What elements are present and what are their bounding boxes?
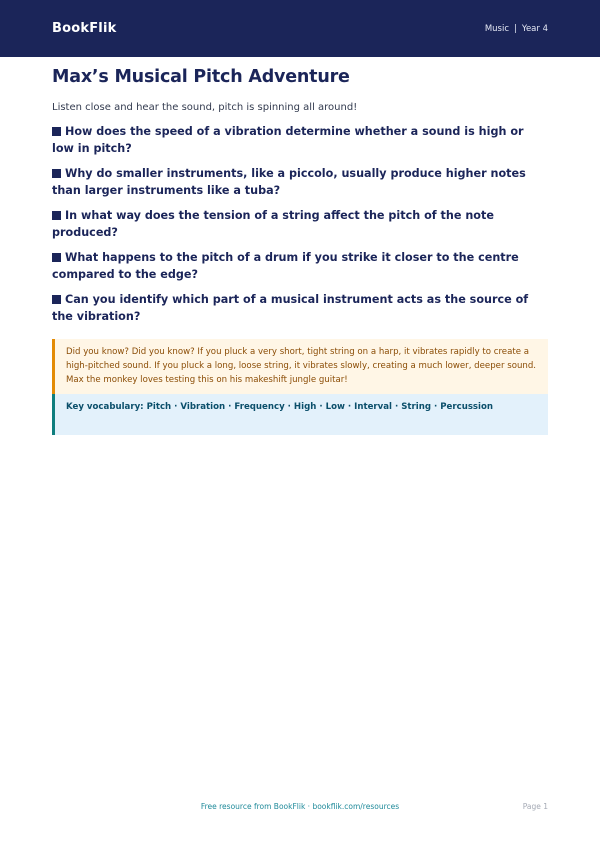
question-item bbox=[52, 291, 548, 325]
question-text: What happens to the pitch of a drum if you strike it closer to the centre compared to the edge? bbox=[52, 251, 519, 281]
square-bullet-icon bbox=[52, 211, 61, 220]
square-bullet-icon bbox=[52, 253, 61, 262]
page-title: Max’s Musical Pitch Adventure bbox=[52, 67, 350, 87]
square-bullet-icon bbox=[52, 127, 61, 136]
question-text: Why do smaller instruments, like a piccolo, usually produce higher notes than larger instruments like a tuba? bbox=[52, 167, 526, 197]
question-text: In what way does the tension of a string affect the pitch of the note produced? bbox=[52, 209, 494, 239]
subject-label: Music bbox=[484, 23, 510, 34]
worksheet-content bbox=[52, 66, 548, 435]
brand-logo-text[interactable]: BookFlik bbox=[52, 21, 117, 36]
question-text: Can you identify which part of a musical instrument acts as the source of the vibration? bbox=[52, 293, 529, 323]
question-item bbox=[52, 123, 548, 157]
question-item bbox=[52, 165, 548, 199]
meta-separator: | bbox=[514, 23, 517, 34]
page-number: Page 1 bbox=[522, 802, 548, 811]
top-header bbox=[0, 0, 600, 57]
did-you-know-callout: Did you know? Did you know? If you pluck a very short, tight string on a harp, it vibrates rapidly to create a high-pitched sound. If you pluck a long, loose string, it vibrates slowly, creating a much lower, deeper sound. Max the monkey loves testing this on his makeshift jungle guitar! bbox=[52, 339, 548, 394]
question-text: How does the speed of a vibration determine whether a sound is high or low in pitch? bbox=[52, 125, 524, 155]
header-meta bbox=[485, 24, 548, 34]
question-list bbox=[52, 123, 548, 325]
key-vocabulary-box: Key vocabulary: Pitch · Vibration · Frequency · High · Low · Interval · String · Percussion bbox=[52, 394, 548, 435]
question-item bbox=[52, 207, 548, 241]
year-label: Year 4 bbox=[521, 23, 548, 34]
square-bullet-icon bbox=[52, 295, 61, 304]
footer-credit-link[interactable]: Free resource from BookFlik · bookflik.com/resources bbox=[200, 802, 400, 811]
page-footer bbox=[52, 802, 548, 814]
intro-text: Listen close and hear the sound, pitch is spinning all around! bbox=[52, 102, 358, 113]
question-item bbox=[52, 249, 548, 283]
square-bullet-icon bbox=[52, 169, 61, 178]
